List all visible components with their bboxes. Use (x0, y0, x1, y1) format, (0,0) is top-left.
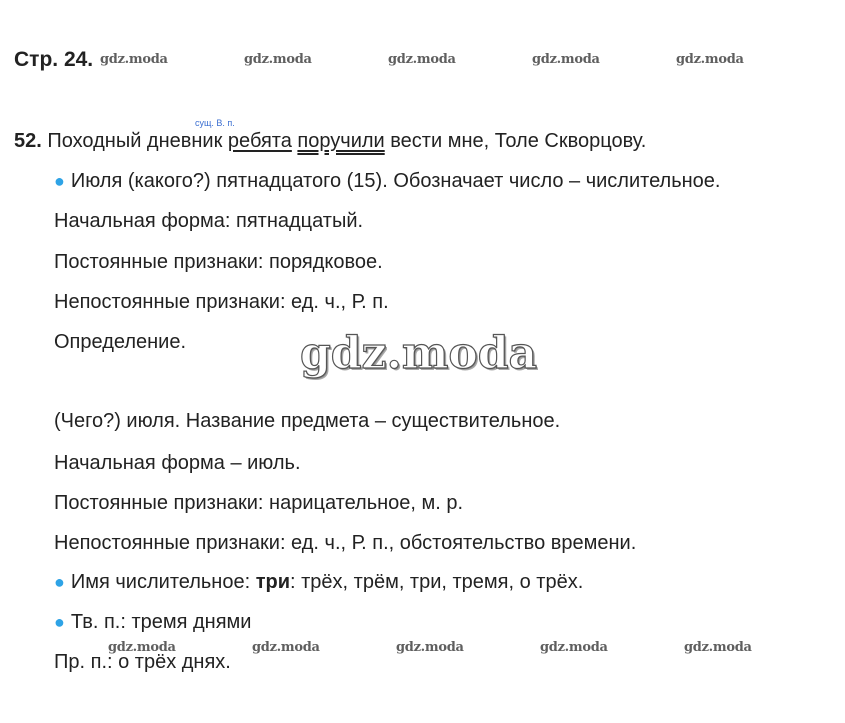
line-text: Тв. п.: тремя днями (70, 611, 252, 633)
prepositional-case-line: Пр. п.: о трёх днях. (54, 651, 231, 673)
analysis-line: (Чего?) июля. Название предмета – существительное. (54, 410, 561, 432)
bullet-icon: ● (54, 612, 65, 632)
analysis-line: Начальная форма: пятнадцатый. (54, 210, 364, 232)
sentence-end: вести мне, Толе Скворцову. (384, 130, 647, 152)
watermark: gdz.moda (684, 640, 752, 655)
page-number: Стр. 24. (14, 48, 94, 71)
watermark: gdz.moda (676, 52, 744, 67)
watermark: gdz.moda (532, 52, 600, 67)
numeral-suffix: : трёх, трём, три, тремя, о трёх. (290, 571, 584, 593)
instrumental-case-line (54, 609, 251, 635)
watermark: gdz.moda (540, 640, 608, 655)
bullet-icon: ● (54, 572, 65, 592)
exercise-sentence (14, 128, 646, 154)
analysis-line: Постоянные признаки: нарицательное, м. р. (54, 492, 464, 514)
numeral-line (54, 569, 583, 595)
predicate-word: поручили (297, 130, 385, 152)
watermark: gdz.moda (252, 640, 320, 655)
analysis-line: Постоянные признаки: порядковое. (54, 251, 383, 273)
analysis-line (54, 168, 720, 194)
watermark: gdz.moda (100, 52, 168, 67)
bullet-icon: ● (54, 171, 65, 191)
analysis-line: Определение. (54, 331, 187, 353)
numeral-word: три (255, 571, 291, 593)
line-text: Июля (какого?) пятнадцатого (15). Обозначает число – числительное. (70, 170, 721, 192)
sentence-start: Походный дневник (47, 130, 228, 152)
analysis-line: Начальная форма – июль. (54, 452, 301, 474)
exercise-number: 52. (14, 130, 42, 152)
watermark: gdz.moda (396, 640, 464, 655)
analysis-line: Непостоянные признаки: ед. ч., Р. п. (54, 291, 389, 313)
watermark: gdz.moda (244, 52, 312, 67)
watermark: gdz.moda (388, 52, 456, 67)
watermark: gdz.moda (108, 640, 176, 655)
analysis-line: Непостоянные признаки: ед. ч., Р. п., обстоятельство времени. (54, 532, 637, 554)
subject-word: ребята (227, 130, 292, 152)
grammar-annotation: сущ. В. п. (195, 118, 235, 128)
watermark-large: gdz.moda (300, 328, 538, 379)
numeral-prefix: Имя числительное: (70, 571, 256, 593)
